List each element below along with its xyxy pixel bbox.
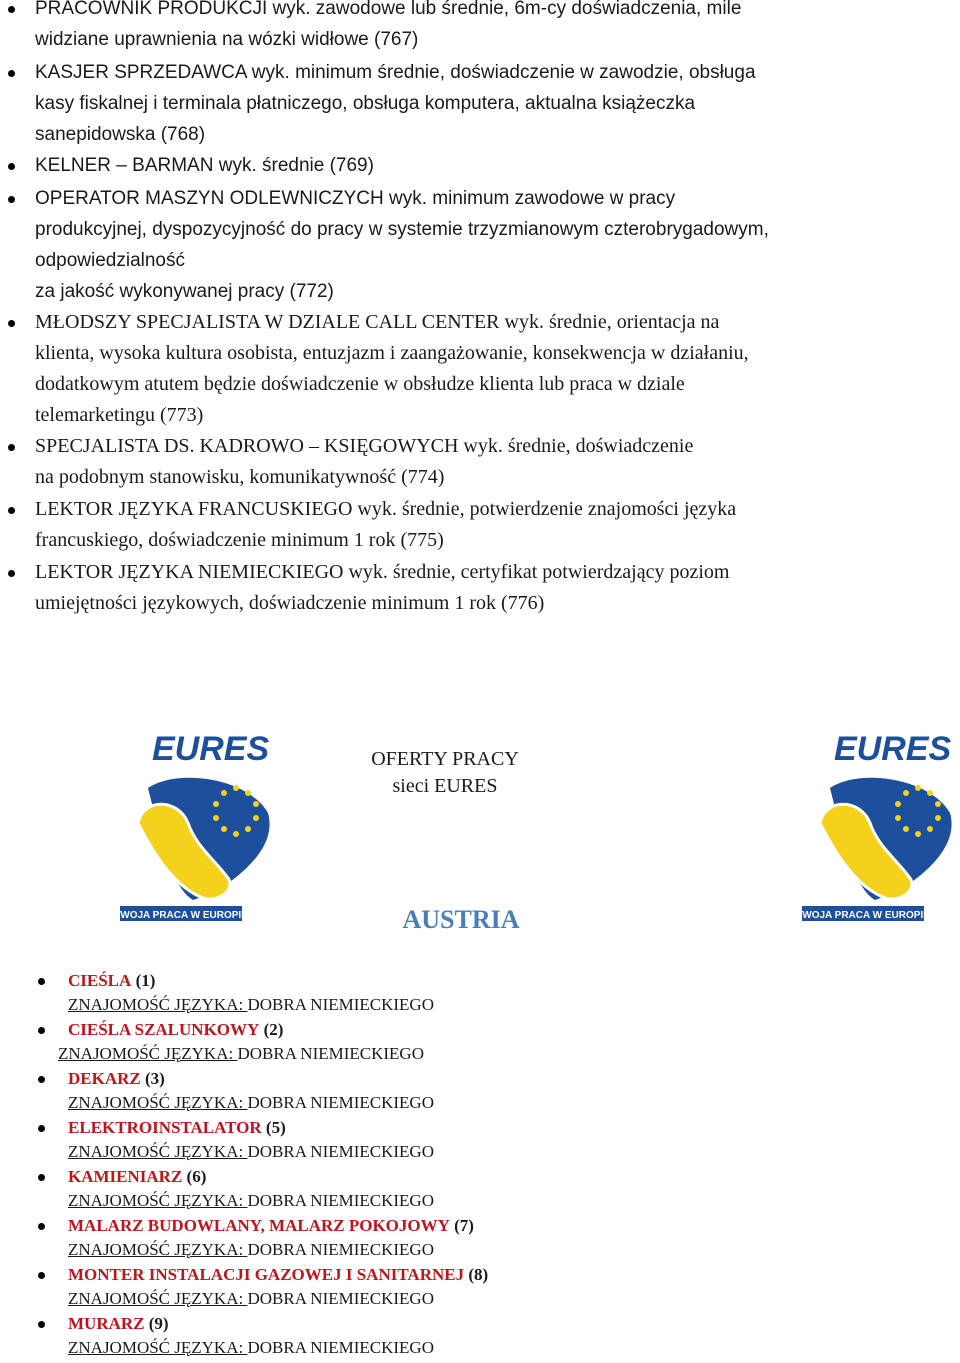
bullet <box>8 570 15 577</box>
lang-value: DOBRA NIEMIECKIEGO <box>247 1289 434 1308</box>
job-line: SPECJALISTA DS. KADROWO – KSIĘGOWYCH wyk. średnie, doświadczenie <box>35 435 694 457</box>
eures-job-title <box>68 1018 283 1042</box>
job-line: LEKTOR JĘZYKA FRANCUSKIEGO wyk. średnie, potwierdzenie znajomości języka <box>35 498 737 520</box>
lang-value: DOBRA NIEMIECKIEGO <box>247 1142 434 1161</box>
lang-label: ZNAJOMOŚĆ JĘZYKA: <box>68 1191 248 1210</box>
job-line: klienta, wysoka kultura osobista, entuzjazm i zaangażowanie, konsekwencja w działaniu, <box>35 342 749 364</box>
job-name: MURARZ <box>68 1314 145 1333</box>
lang-label: ZNAJOMOŚĆ JĘZYKA: <box>68 1142 248 1161</box>
lang-label: ZNAJOMOŚĆ JĘZYKA: <box>58 1044 238 1063</box>
job-count: (2) <box>263 1020 284 1039</box>
job-item <box>35 183 888 307</box>
eures-job-title <box>68 1263 488 1287</box>
job-line: kasy fiskalnej i terminala płatniczego, obsługa komputera, aktualna książeczka <box>35 93 696 114</box>
language-requirement <box>68 993 434 1017</box>
job-item <box>35 57 888 150</box>
job-line: LEKTOR JĘZYKA NIEMIECKIEGO wyk. średnie, certyfikat potwierdzający poziom <box>35 561 730 583</box>
bullet <box>8 196 15 203</box>
job-name: CIEŚLA SZALUNKOWY <box>68 1020 260 1039</box>
job-line: KELNER – BARMAN wyk. średnie (769) <box>35 155 374 176</box>
job-line: odpowiedzialność <box>35 250 185 271</box>
job-name: MALARZ BUDOWLANY, MALARZ POKOJOWY <box>68 1216 450 1235</box>
job-line: MŁODSZY SPECJALISTA W DZIALE CALL CENTER wyk. średnie, orientacja na <box>35 311 720 333</box>
eures-logo-right <box>800 728 960 923</box>
bullet <box>8 320 15 327</box>
eures-job-title <box>68 1116 286 1140</box>
job-line: francuskiego, doświadczenie minimum 1 rok (775) <box>35 529 444 551</box>
eures-logo-tagline: TWOJA PRACA W EUROPIE <box>118 910 248 921</box>
language-requirement <box>68 1189 434 1213</box>
job-line: KASJER SPRZEDAWCA wyk. minimum średnie, doświadczenie w zawodzie, obsługa <box>35 62 756 83</box>
eures-logo-text: EURES <box>834 730 952 768</box>
bullet <box>38 1321 45 1328</box>
bullet <box>38 1125 45 1132</box>
country-heading: AUSTRIA <box>402 905 520 934</box>
offers-title-line1: OFERTY PRACY <box>371 748 519 770</box>
job-line: telemarketingu (773) <box>35 404 204 426</box>
lang-value: DOBRA NIEMIECKIEGO <box>247 1093 434 1112</box>
lang-value: DOBRA NIEMIECKIEGO <box>247 1338 434 1357</box>
job-item <box>35 0 888 55</box>
lang-value: DOBRA NIEMIECKIEGO <box>237 1044 424 1063</box>
job-line: za jakość wykonywanej pracy (772) <box>35 281 334 302</box>
job-item <box>35 431 888 493</box>
job-item <box>35 307 888 431</box>
bullet <box>38 1223 45 1230</box>
language-requirement <box>68 1140 434 1164</box>
lang-label: ZNAJOMOŚĆ JĘZYKA: <box>68 1338 248 1357</box>
bullet <box>38 978 45 985</box>
language-requirement <box>68 1287 434 1311</box>
eures-job-title <box>68 969 155 993</box>
bullet <box>8 6 15 13</box>
eures-job-title <box>68 1067 165 1091</box>
job-item <box>35 557 888 619</box>
lang-label: ZNAJOMOŚĆ JĘZYKA: <box>68 1093 248 1112</box>
job-name: KAMIENIARZ <box>68 1167 183 1186</box>
lang-label: ZNAJOMOŚĆ JĘZYKA: <box>68 995 248 1014</box>
eures-logo-tagline: TWOJA PRACA W EUROPIE <box>800 910 930 921</box>
language-requirement <box>68 1238 434 1262</box>
bullet <box>8 444 15 451</box>
language-requirement <box>68 1336 434 1360</box>
job-line: produkcyjnej, dyspozycyjność do pracy w systemie trzyzmianowym czterobrygadowym, <box>35 219 769 240</box>
eures-job-title <box>68 1214 474 1238</box>
job-line: OPERATOR MASZYN ODLEWNICZYCH wyk. minimum zawodowe w pracy <box>35 188 676 209</box>
eures-logo-text: EURES <box>152 730 270 768</box>
job-line: dodatkowym atutem będzie doświadczenie w obsłudze klienta lub praca w dziale <box>35 373 685 395</box>
job-line: widziane uprawnienia na wózki widłowe (767) <box>35 29 419 50</box>
job-item <box>35 150 888 181</box>
bullet <box>8 163 15 170</box>
offers-title <box>330 746 560 800</box>
bullet <box>8 507 15 514</box>
lang-value: DOBRA NIEMIECKIEGO <box>247 995 434 1014</box>
lang-value: DOBRA NIEMIECKIEGO <box>247 1240 434 1259</box>
job-name: CIEŚLA <box>68 971 132 990</box>
job-line: PRACOWNIK PRODUKCJI wyk. zawodowe lub średnie, 6m-cy doświadczenia, mile <box>35 0 742 19</box>
bullet <box>38 1027 45 1034</box>
job-count: (6) <box>186 1167 207 1186</box>
eures-job-title <box>68 1312 169 1336</box>
bullet <box>38 1272 45 1279</box>
bullet <box>8 70 15 77</box>
bullet <box>38 1076 45 1083</box>
job-count: (1) <box>135 971 156 990</box>
bullet <box>38 1174 45 1181</box>
lang-label: ZNAJOMOŚĆ JĘZYKA: <box>68 1289 248 1308</box>
language-requirement <box>58 1042 424 1066</box>
language-requirement <box>68 1091 434 1115</box>
job-count: (5) <box>265 1118 286 1137</box>
eures-job-title <box>68 1165 206 1189</box>
job-name: MONTER INSTALACJI GAZOWEJ I SANITARNEJ <box>68 1265 465 1284</box>
job-count: (7) <box>454 1216 474 1235</box>
offers-title-line2: sieci EURES <box>392 775 498 797</box>
job-name: DEKARZ <box>68 1069 141 1088</box>
eures-logo-left <box>118 728 278 923</box>
job-line: na podobnym stanowisku, komunikatywność (774) <box>35 466 445 488</box>
lang-value: DOBRA NIEMIECKIEGO <box>247 1191 434 1210</box>
job-count: (8) <box>468 1265 489 1284</box>
job-name: ELEKTROINSTALATOR <box>68 1118 262 1137</box>
lang-label: ZNAJOMOŚĆ JĘZYKA: <box>68 1240 248 1259</box>
job-line: umiejętności językowych, doświadczenie minimum 1 rok (776) <box>35 592 545 614</box>
job-count: (3) <box>144 1069 165 1088</box>
job-item <box>35 494 888 556</box>
job-count: (9) <box>148 1314 169 1333</box>
job-line: sanepidowska (768) <box>35 124 206 145</box>
